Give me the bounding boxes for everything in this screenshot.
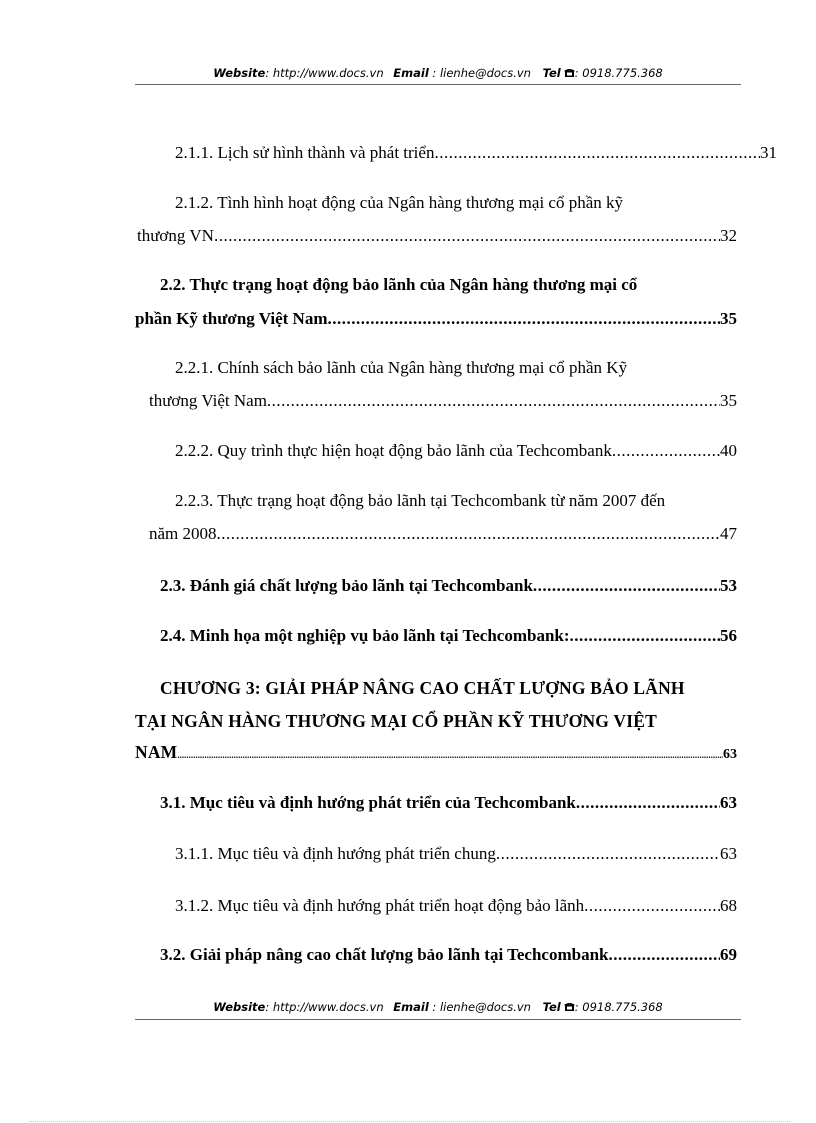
page-header xyxy=(135,66,741,84)
toc-entry-text: 2.3. Đánh giá chất lượng bảo lãnh tại Techcombank xyxy=(160,576,533,595)
telephone-icon xyxy=(564,1002,575,1012)
header-email-link[interactable]: : lienhe@docs.vn xyxy=(428,66,531,80)
toc-entry-text: phần Kỹ thương Việt Nam xyxy=(135,309,328,328)
toc-chapter-3-line2[interactable]: TẠI NGÂN HÀNG THƯƠNG MẠI CỔ PHẦN KỸ THƯƠNG VIỆT xyxy=(135,711,657,731)
toc-page-number: 69 xyxy=(720,945,737,964)
toc-entry-3-1-2[interactable] xyxy=(135,895,737,917)
toc-entry-2-1-2-line1[interactable]: 2.1.2. Tình hình hoạt động của Ngân hàng thương mại cổ phần kỹ xyxy=(175,193,624,212)
footer-website-link[interactable]: : http://www.docs.vn xyxy=(265,1000,384,1014)
toc-page-number: 40 xyxy=(720,441,737,460)
footer-tel-value: : 0918.775.368 xyxy=(574,1000,663,1014)
toc-entry-2-2[interactable] xyxy=(135,308,737,330)
page-footer xyxy=(135,1000,741,1018)
toc-entry-2-2-3-line1[interactable]: 2.2.3. Thực trạng hoạt động bảo lãnh tại Techcombank từ năm 2007 đến xyxy=(175,491,666,510)
toc-entry-2-2-3[interactable] xyxy=(135,523,737,545)
telephone-icon xyxy=(564,68,575,78)
header-divider xyxy=(135,84,741,85)
footer-tel-label: Tel xyxy=(542,1000,561,1014)
toc-chapter-3[interactable] xyxy=(135,741,737,766)
footer-email-label: Email xyxy=(393,1000,429,1014)
header-website-label: Website xyxy=(213,66,266,80)
toc-page-number: 35 xyxy=(720,309,737,328)
toc-page-number: 68 xyxy=(720,896,737,915)
toc-entry-text: thương Việt Nam xyxy=(149,391,267,410)
toc-entry-3-1-1[interactable] xyxy=(135,843,737,865)
toc-entry-2-2-line1[interactable]: 2.2. Thực trạng hoạt động bảo lãnh của Ngân hàng thương mại cổ xyxy=(160,275,638,294)
toc-entry-2-1-2[interactable] xyxy=(135,225,737,247)
toc-entry-2-2-1-line1[interactable]: 2.2.1. Chính sách bảo lãnh của Ngân hàng thương mại cổ phần Kỹ xyxy=(175,358,628,377)
toc-entry-text: 2.2.2. Quy trình thực hiện hoạt động bảo lãnh của Techcombank xyxy=(175,441,612,460)
toc-page-number: 63 xyxy=(720,844,737,863)
toc-entry-2-2-1[interactable] xyxy=(135,390,737,412)
toc-entry-2-4[interactable] xyxy=(135,625,737,647)
footer-divider xyxy=(135,1019,741,1020)
page-edge-divider xyxy=(30,1121,790,1122)
toc-page-number: 63 xyxy=(720,793,737,812)
header-tel-value: : 0918.775.368 xyxy=(574,66,663,80)
toc-chapter-3-line1[interactable]: CHƯƠNG 3: GIẢI PHÁP NÂNG CAO CHẤT LƯỢNG BẢO LÃNH xyxy=(160,678,685,698)
toc-entry-text: 3.2. Giải pháp nâng cao chất lượng bảo lãnh tại Techcombank xyxy=(160,945,609,964)
toc-entry-2-1-1[interactable] xyxy=(135,142,777,164)
toc-entry-text: thương VN xyxy=(137,226,214,245)
footer-website-label: Website xyxy=(213,1000,266,1014)
toc-page-number: 63 xyxy=(723,747,737,762)
toc-page-number: 31 xyxy=(760,143,777,162)
footer-email-link[interactable]: : lienhe@docs.vn xyxy=(428,1000,531,1014)
toc-page-number: 56 xyxy=(720,626,737,645)
toc-page-number: 53 xyxy=(720,576,737,595)
toc-page-number: 47 xyxy=(720,524,737,543)
toc-entry-text: 2.1.1. Lịch sử hình thành và phát triển xyxy=(175,143,435,162)
toc-page-number: 32 xyxy=(720,226,737,245)
toc-entry-3-1[interactable] xyxy=(135,792,737,814)
header-tel-label: Tel xyxy=(542,66,561,80)
header-website-link[interactable]: : http://www.docs.vn xyxy=(265,66,384,80)
toc-entry-text: 3.1.2. Mục tiêu và định hướng phát triển hoạt động bảo lãnh xyxy=(175,896,585,915)
toc-entry-text: NAM xyxy=(135,742,178,762)
toc-entry-text: 3.1.1. Mục tiêu và định hướng phát triển chung xyxy=(175,844,496,863)
toc-entry-2-2-2[interactable] xyxy=(135,440,737,462)
toc-entry-text: 2.4. Minh họa một nghiệp vụ bảo lãnh tại Techcombank: xyxy=(160,626,570,645)
toc-entry-text: 3.1. Mục tiêu và định hướng phát triển của Techcombank xyxy=(160,793,576,812)
toc-page-number: 35 xyxy=(720,391,737,410)
header-email-label: Email xyxy=(393,66,429,80)
toc-entry-2-3[interactable] xyxy=(135,575,737,597)
toc-entry-3-2[interactable] xyxy=(135,944,737,966)
toc-entry-text: năm 2008 xyxy=(149,524,217,543)
